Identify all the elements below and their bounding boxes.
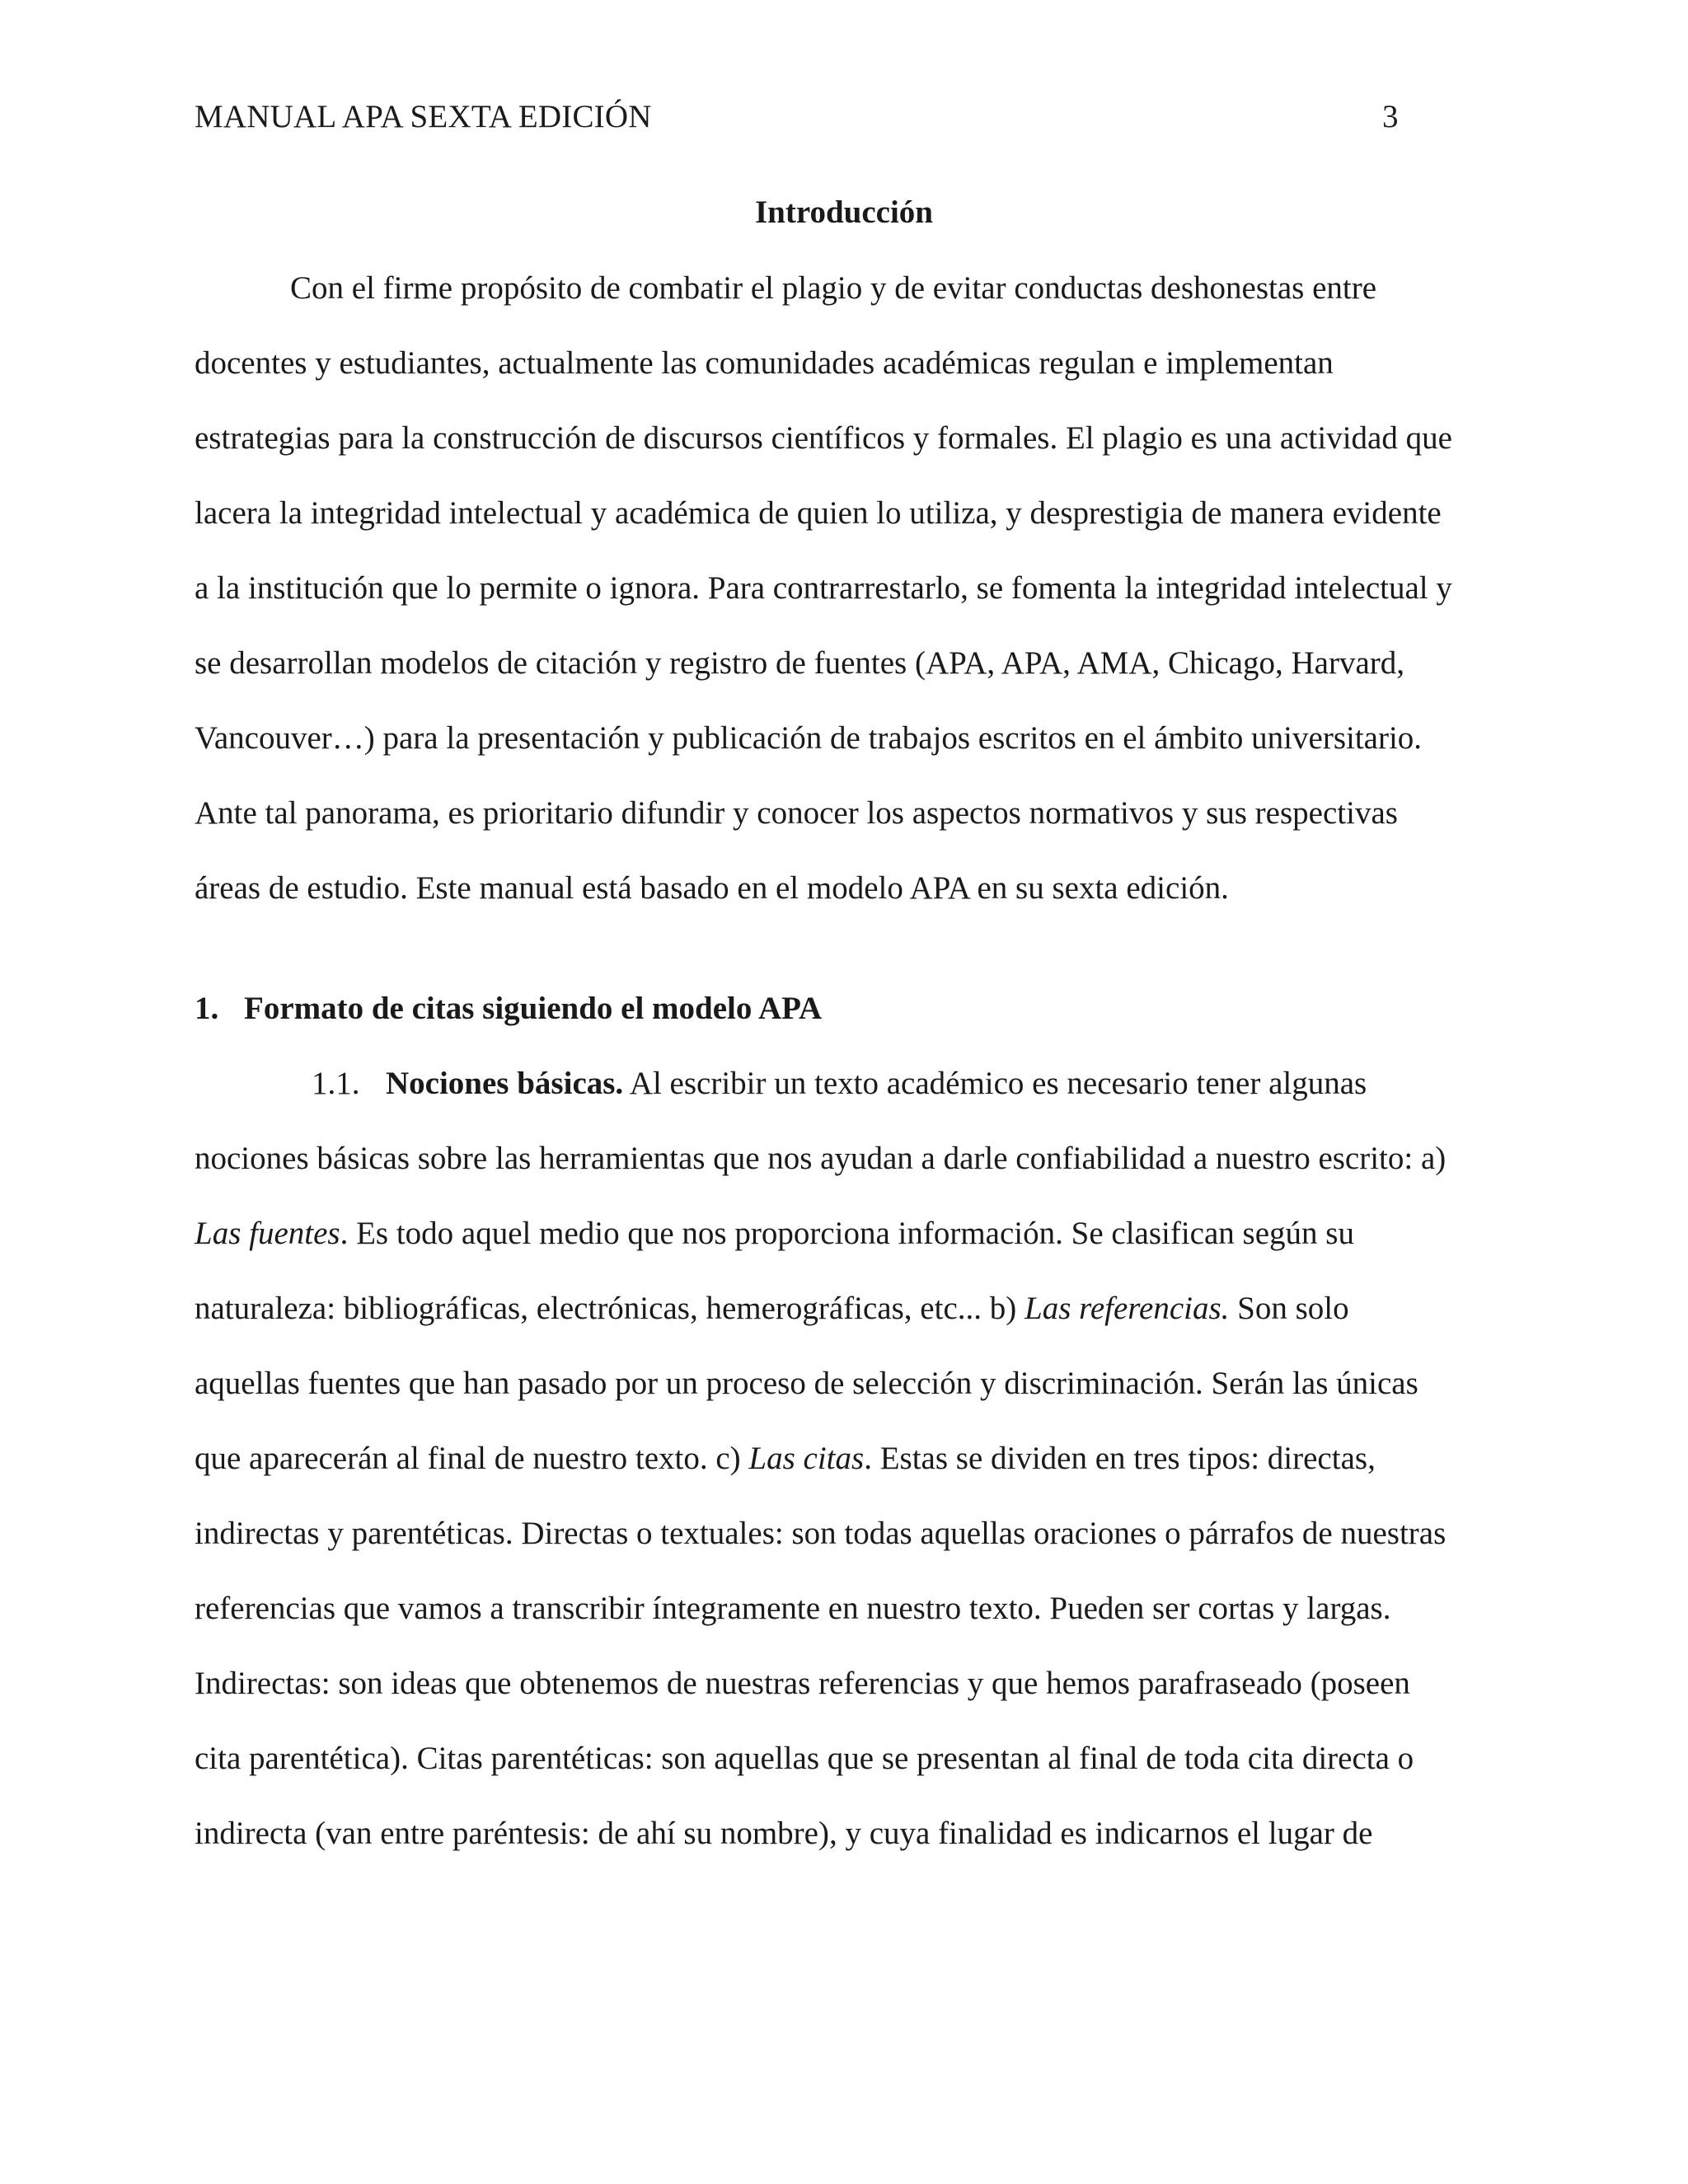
subsection-line-1 bbox=[312, 1059, 1367, 1108]
heading-text: Formato de citas siguiendo el modelo APA bbox=[244, 991, 823, 1026]
section-title: Introducción bbox=[755, 194, 933, 230]
intro-line-5: a la institución que lo permite o ignora. Para contrarrestarlo, se fomenta la integridad intelectual y bbox=[195, 570, 1452, 606]
intro-line-4: lacera la integridad intelectual y académica de quien lo utiliza, y desprestigia de manera evidente bbox=[195, 495, 1442, 531]
subsection-line-2: nociones básicas sobre las herramientas que nos ayudan a darle confiabilidad a nuestro escrito: a) bbox=[195, 1141, 1447, 1176]
subsection-line-3-text: . Es todo aquel medio que nos proporciona información. Se clasifican según su bbox=[340, 1216, 1354, 1251]
term-las-referencias: Las referencias. bbox=[1025, 1291, 1230, 1326]
heading-number: 1. bbox=[195, 991, 219, 1026]
subsection-line-4 bbox=[195, 1284, 1349, 1333]
page-number: 3 bbox=[1382, 99, 1399, 134]
subsection-number: 1.1. bbox=[312, 1066, 360, 1101]
subsection-line-5: aquellas fuentes que han pasado por un proceso de selección y discriminación. Serán las únicas bbox=[195, 1366, 1418, 1401]
subsection-line-10: cita parentética). Citas parentéticas: son aquellas que se presentan al final de toda cita directa o bbox=[195, 1741, 1414, 1776]
subsection-line-4-post: Son solo bbox=[1229, 1291, 1349, 1326]
intro-line-7: Vancouver…) para la presentación y publicación de trabajos escritos en el ámbito universitario. bbox=[195, 720, 1423, 756]
intro-line-9: áreas de estudio. Este manual está basado en el modelo APA en su sexta edición. bbox=[195, 870, 1229, 906]
subsection-line-8: referencias que vamos a transcribir íntegramente en nuestro texto. Pueden ser cortas y largas. bbox=[195, 1591, 1391, 1626]
running-head: MANUAL APA SEXTA EDICIÓN bbox=[195, 99, 652, 134]
subsection-title: Nociones básicas. bbox=[386, 1066, 624, 1101]
subsection-line-6-pre: que aparecerán al final de nuestro texto. c) bbox=[195, 1441, 749, 1476]
intro-line-3: estrategias para la construcción de discursos científicos y formales. El plagio es una actividad que bbox=[195, 420, 1452, 456]
intro-line-2: docentes y estudiantes, actualmente las comunidades académicas regulan e implementan bbox=[195, 345, 1334, 381]
subsection-line-9: Indirectas: son ideas que obtenemos de nuestras referencias y que hemos parafraseado (poseen bbox=[195, 1666, 1410, 1701]
subsection-line-1-text: Al escribir un texto académico es necesario tener algunas bbox=[623, 1066, 1367, 1101]
subsection-line-7: indirectas y parentéticas. Directas o textuales: son todas aquellas oraciones o párrafos de nuestras bbox=[195, 1516, 1447, 1551]
subsection-line-6 bbox=[195, 1434, 1376, 1483]
subsection-line-6-post: . Estas se dividen en tres tipos: directas, bbox=[864, 1441, 1376, 1476]
term-las-citas: Las citas bbox=[748, 1441, 865, 1476]
intro-line-1: Con el firme propósito de combatir el plagio y de evitar conductas deshonestas entre bbox=[290, 270, 1377, 306]
subsection-line-4-pre: naturaleza: bibliográficas, electrónicas, hemerográficas, etc... b) bbox=[195, 1291, 1025, 1326]
subsection-line-3 bbox=[195, 1209, 1354, 1258]
intro-line-8: Ante tal panorama, es prioritario difundir y conocer los aspectos normativos y sus respectivas bbox=[195, 795, 1398, 831]
subsection-line-11: indirecta (van entre paréntesis: de ahí su nombre), y cuya finalidad es indicarnos el lugar de bbox=[195, 1816, 1373, 1851]
intro-line-6: se desarrollan modelos de citación y registro de fuentes (APA, APA, AMA, Chicago, Harvard, bbox=[195, 645, 1405, 681]
term-las-fuentes: Las fuentes bbox=[195, 1216, 340, 1251]
heading-1 bbox=[195, 984, 822, 1033]
